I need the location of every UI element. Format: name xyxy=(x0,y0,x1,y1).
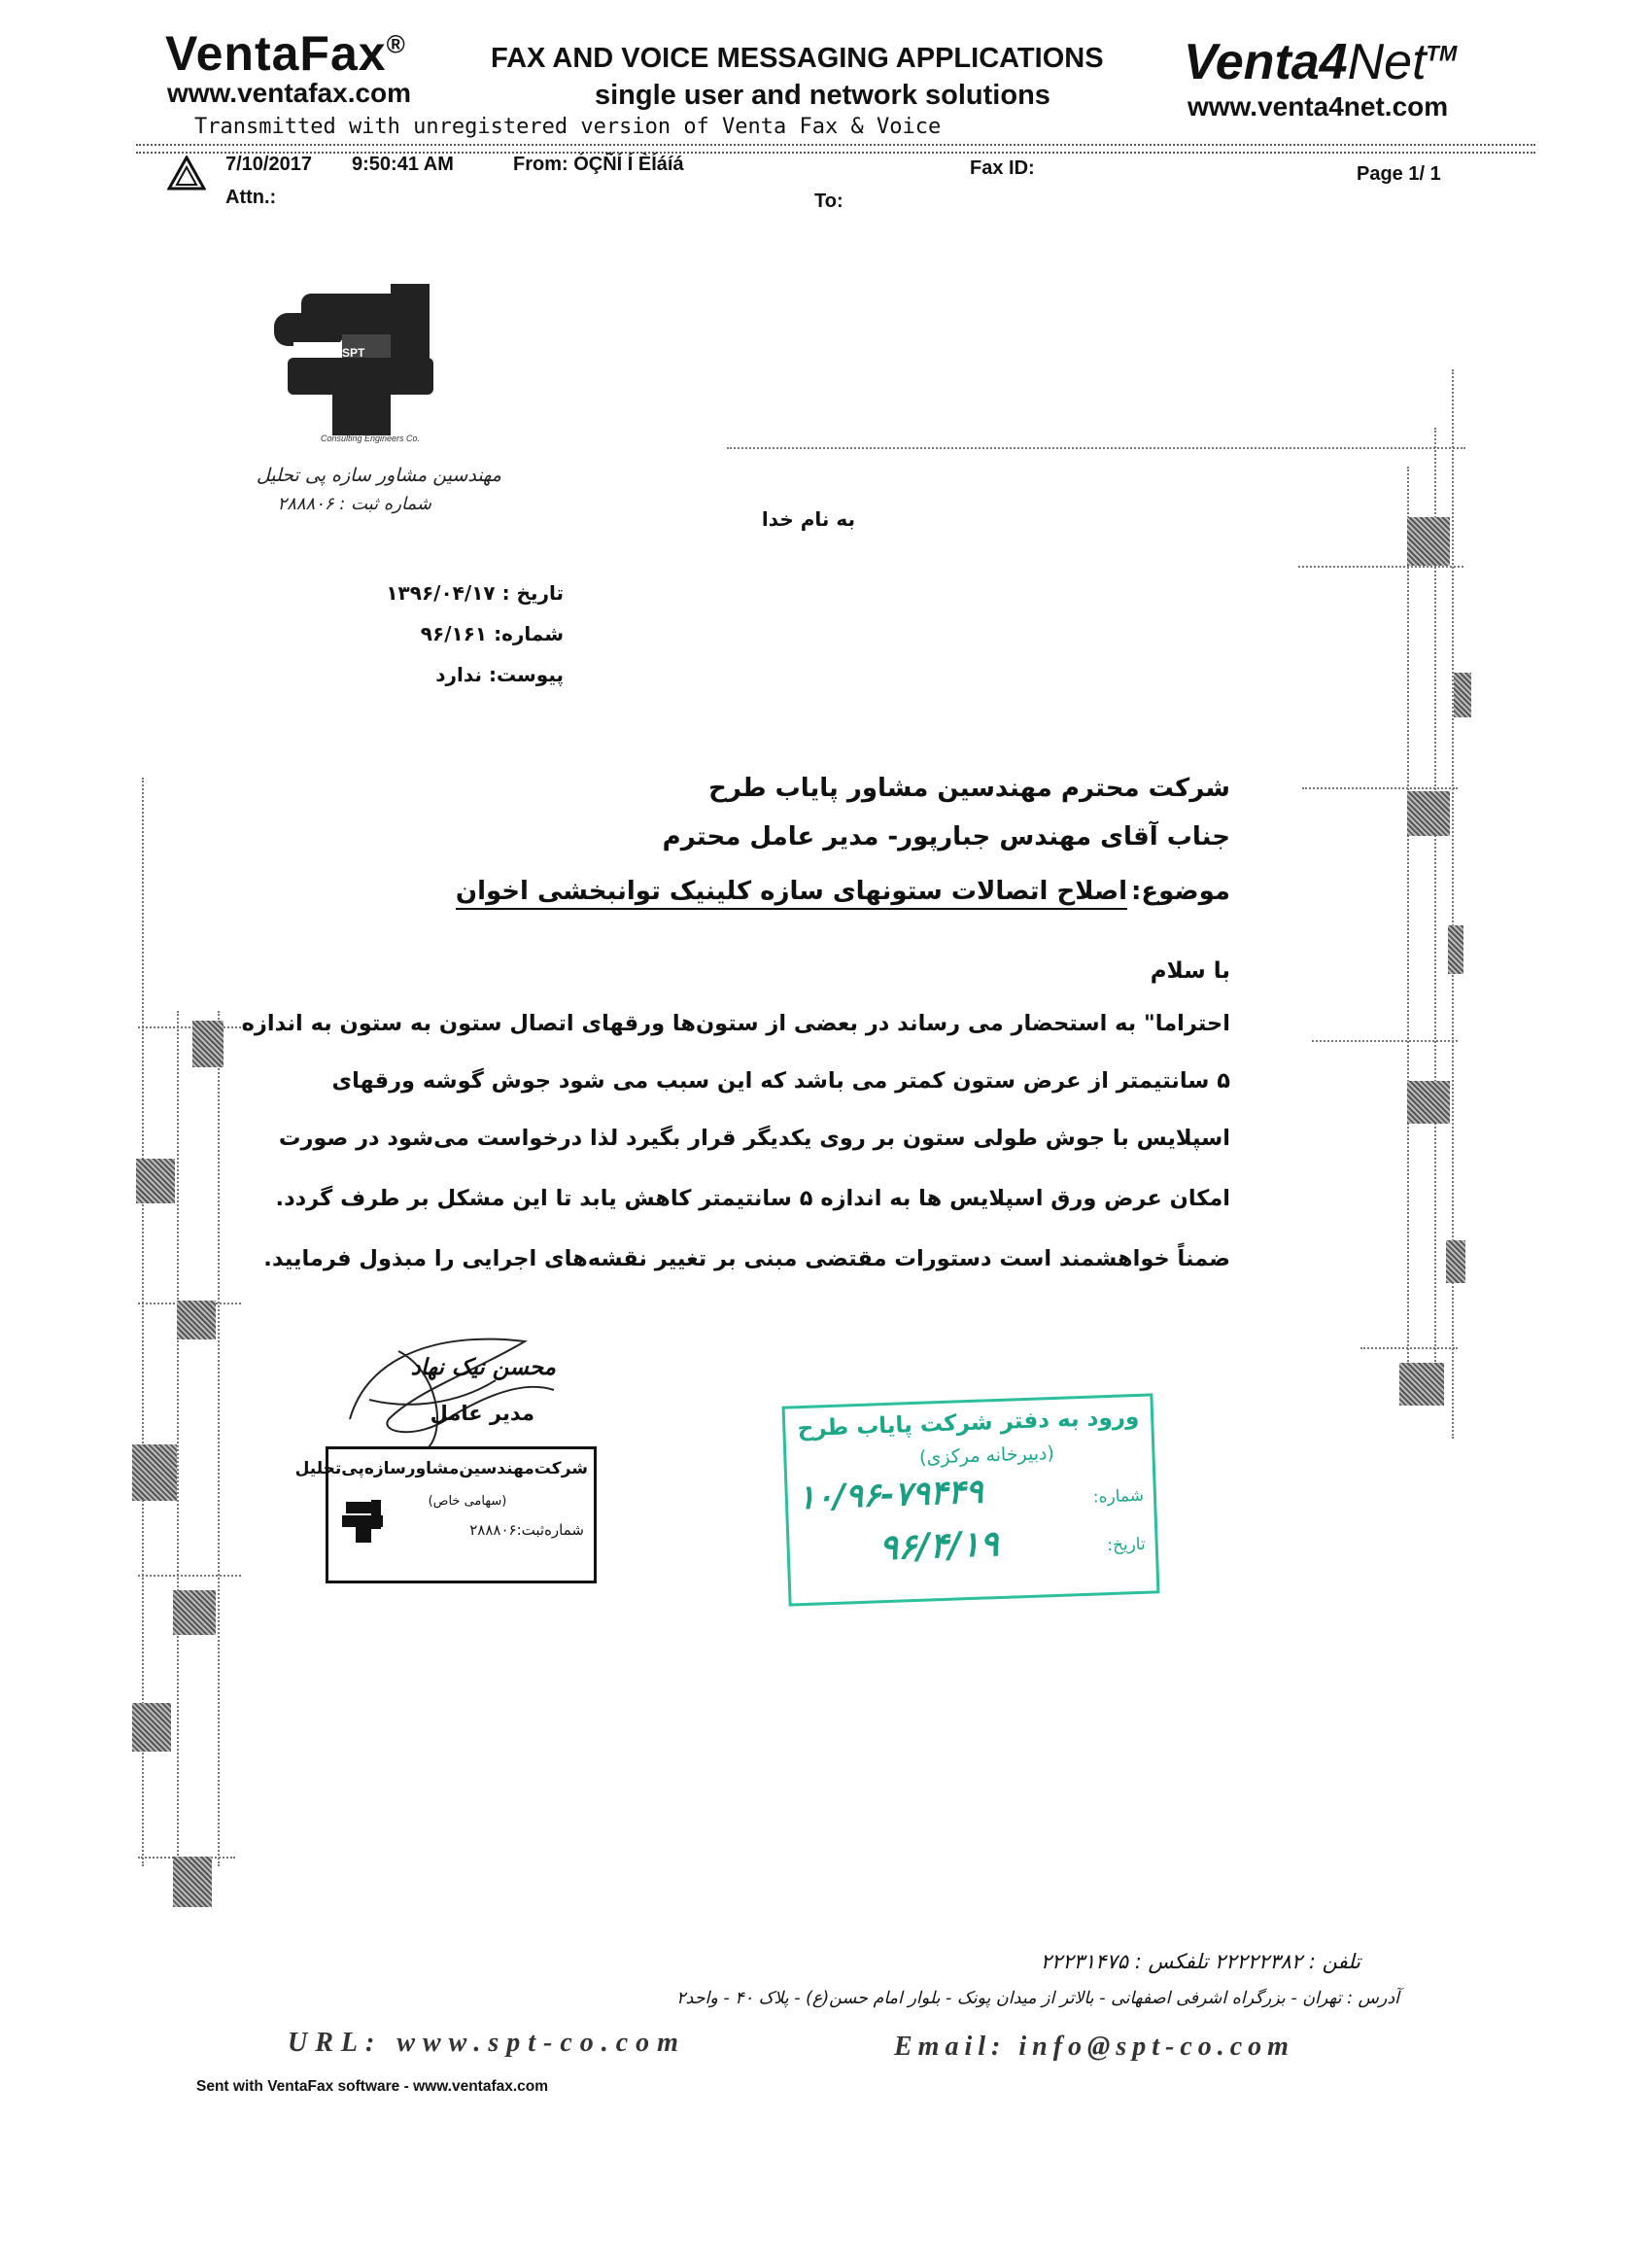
decor-square xyxy=(173,1857,212,1907)
decor-hline xyxy=(138,1026,241,1028)
body-line-4: امکان عرض ورق اسپلایس ها به اندازه ۵ سانتیمتر کاهش یابد تا این مشکل بر طرف گردد. xyxy=(275,1186,1230,1211)
decor-square xyxy=(177,1301,216,1339)
body-line-3: اسپلایس با جوش طولی ستون بر روی یکدیگر قرار بگیرد لذا درخواست می‌شود در صورت xyxy=(278,1126,1230,1151)
stamp-number-value: ۱۰/۹۶-۷۹۴۴۹ xyxy=(797,1472,984,1518)
venta4net-brand xyxy=(1184,34,1458,90)
seal-name: شرکت‌مهندسین‌مشاور‌سازه‌پی‌تحلیل xyxy=(294,1459,588,1478)
company-logo-caption: Consulting Engineers Co. xyxy=(321,434,421,443)
venta4net-url: www.venta4net.com xyxy=(1187,91,1449,122)
fax-id-label: Fax ID: xyxy=(970,157,1035,179)
recipient-person: جناب آقای مهندس جبارپور- مدیر عامل محترم xyxy=(662,822,1230,851)
decor-square xyxy=(136,1159,175,1203)
decor-square xyxy=(132,1444,177,1501)
from-label: From: xyxy=(513,154,568,175)
ventafax-brand xyxy=(165,26,406,81)
transmitted-note: Transmitted with unregistered version of Venta Fax & Voice xyxy=(194,115,942,139)
stamp-date-value: ۹۶/۴/۱۹ xyxy=(878,1524,1000,1569)
received-stamp xyxy=(782,1393,1160,1606)
letter-number: شماره: ۹۶/۱۶۱ xyxy=(420,622,564,645)
decor-square xyxy=(1448,925,1463,974)
company-logo-icon xyxy=(274,284,445,449)
decor-square xyxy=(1454,673,1471,717)
stamp-date-label: تاریخ: xyxy=(1106,1534,1147,1556)
footer-url-label: URL: xyxy=(288,2028,383,2058)
signatory-name: محسن نیک نهاد xyxy=(410,1355,556,1380)
seal-registration: شماره‌ثبت:۲۸۸۸۰۶ xyxy=(469,1521,584,1539)
letter-attachment: پیوست: ندارد xyxy=(435,663,564,686)
decor-vline xyxy=(1407,467,1409,1400)
sent-with-note: Sent with VentaFax software - www.ventafax.com xyxy=(196,2078,549,2095)
footer-email xyxy=(894,2032,1294,2063)
stamp-number-label: شماره: xyxy=(1092,1485,1145,1508)
header-divider xyxy=(136,144,1535,146)
decor-hline xyxy=(1298,566,1463,568)
stamp-title: ورود به دفتر شرکت پایاب طرح xyxy=(797,1404,1140,1442)
body-line-1: احتراما" به استحضار می رساند در بعضی از ستون‌ها ورقهای اتصال ستون به ستون به اندازه xyxy=(241,1011,1230,1036)
fax-attn-label: Attn.: xyxy=(225,187,277,208)
fax-tagline-1: FAX AND VOICE MESSAGING APPLICATIONS xyxy=(491,43,1104,74)
decor-hline xyxy=(1312,1040,1458,1042)
decor-hline xyxy=(1360,1347,1458,1349)
decor-square xyxy=(1399,1363,1444,1406)
decor-square xyxy=(1407,517,1450,566)
trademark: TM xyxy=(1426,41,1458,66)
recipient-company: شرکت محترم مهندسین مشاور پایاب طرح xyxy=(708,774,1230,803)
decor-hline xyxy=(1302,787,1458,789)
decor-vline xyxy=(177,1011,179,1866)
stamp-subtitle: (دبیرخانه مرکزی) xyxy=(918,1442,1055,1469)
decor-square xyxy=(132,1703,171,1752)
company-logo xyxy=(274,284,445,449)
fax-logo-icon xyxy=(167,156,206,192)
decor-square xyxy=(1407,791,1450,836)
fax-date: 7/10/2017 xyxy=(225,154,312,175)
header-divider-2 xyxy=(136,152,1535,154)
venta4net-brand-b: Net xyxy=(1347,34,1427,90)
fax-tagline-2: single user and network solutions xyxy=(595,80,1050,111)
decor-square xyxy=(173,1590,216,1635)
signature-scribble xyxy=(330,1312,583,1458)
decor-vline xyxy=(218,1011,220,1866)
company-name: مهندسین مشاور سازه پی تحلیل xyxy=(256,465,501,486)
decor-hline xyxy=(727,447,1465,449)
decor-square xyxy=(192,1021,224,1067)
seal-logo-icon xyxy=(342,1500,383,1545)
company-logo-text: SPT xyxy=(342,346,365,360)
footer-url xyxy=(288,2028,686,2059)
company-seal xyxy=(294,1446,597,1583)
letter-invocation: به نام خدا xyxy=(761,507,855,531)
fax-time: 9:50:41 AM xyxy=(352,154,454,175)
venta4net-brand-a: Venta4 xyxy=(1184,34,1348,90)
fax-to-label: To: xyxy=(814,191,843,212)
footer-email-label: Email: xyxy=(894,2032,1007,2062)
subject-label: موضوع: xyxy=(1131,877,1230,906)
subject-text-value: اصلاح اتصالات ستونهای سازه کلینیک توانبخشی اخوان xyxy=(456,877,1127,910)
page-value: 1/ 1 xyxy=(1408,163,1441,185)
body-line-2: ۵ سانتیمتر از عرض ستون کمتر می باشد که این سبب می شود جوش گوشه ورقهای xyxy=(331,1068,1230,1094)
letter-date: تاریخ : ۱۳۹۶/۰۴/۱۷ xyxy=(386,581,564,605)
ventafax-brand-text: VentaFax xyxy=(165,26,387,81)
decor-square xyxy=(1446,1240,1465,1283)
decor-hline xyxy=(138,1575,241,1577)
ventafax-url: www.ventafax.com xyxy=(167,78,412,108)
from-value: ÓÇÑÍ Í ÈÍáíá xyxy=(573,154,684,175)
footer-phones: تلفن : ۲۲۲۲۲۳۸۲ تلفکس : ۲۲۲۳۱۴۷۵ xyxy=(1040,1950,1360,1973)
decor-vline xyxy=(1434,428,1436,1380)
seal-type: (سهامی خاص) xyxy=(428,1494,507,1509)
body-line-5: ضمناً خواهشمند است دستورات مقتضی مبنی بر تغییر نقشه‌های اجرایی را مبذول فرمایید. xyxy=(263,1246,1230,1271)
greeting: با سلام xyxy=(1150,958,1230,984)
fax-from xyxy=(513,154,684,176)
footer-url-value: www.spt-co.com xyxy=(396,2028,686,2058)
subject-text xyxy=(455,877,1127,906)
company-registration: شماره ثبت : ۲۸۸۸۰۶ xyxy=(277,494,431,514)
page-label: Page xyxy=(1357,163,1403,185)
footer-address: آدرس : تهران - بزرگراه اشرفی اصفهانی - بالاتر از میدان پونک - بلوار امام حسن(ع) - پلاک ۴۰ - واحد۲ xyxy=(676,1989,1399,2008)
signatory-title: مدیر عامل xyxy=(430,1402,534,1425)
decor-square xyxy=(1407,1081,1450,1124)
footer-email-value: info@spt-co.com xyxy=(1018,2032,1294,2062)
fax-page xyxy=(1357,163,1441,186)
registered-mark: ® xyxy=(386,29,406,59)
